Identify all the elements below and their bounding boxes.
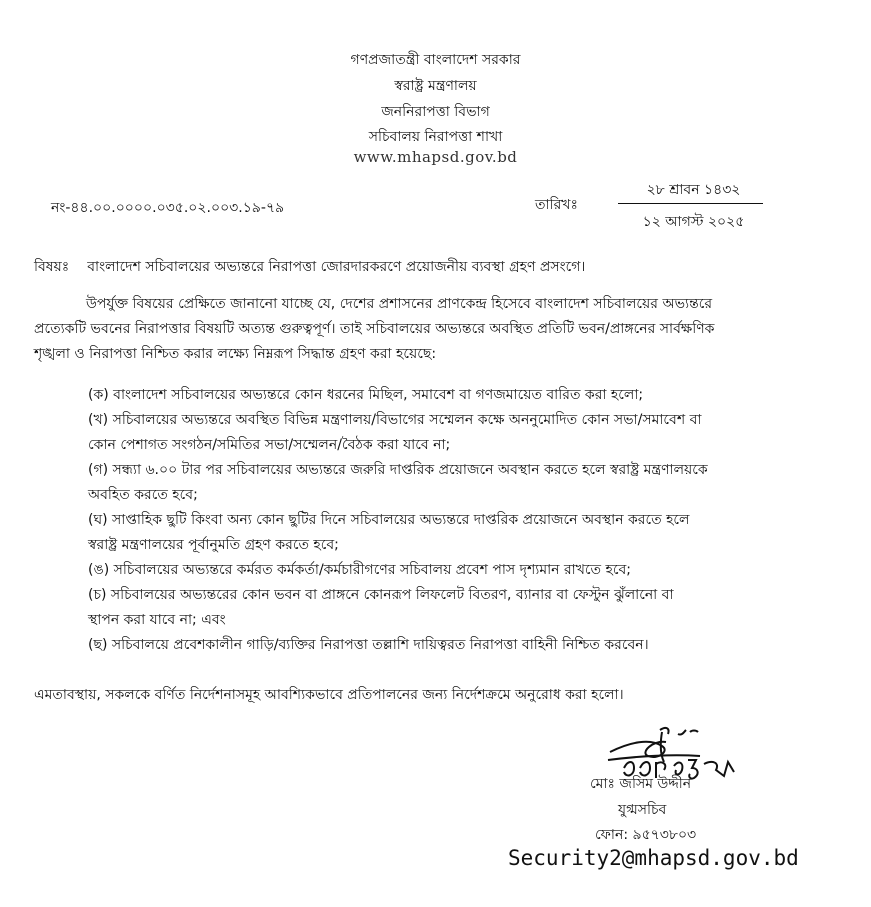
intro-line: উপর্যুক্ত বিষয়ের প্রেক্ষিতে জানানো যাচ্ছে যে, দেশের প্রশাসনের প্রাণকেন্দ্র হিসেবে বাংলাদেশ সচিবালয়ের অভ্যন্তরে xyxy=(86,296,713,312)
directive-line: (চ) সচিবালয়ের অভ্যন্তরের কোন ভবন বা প্রাঙ্গনে কোনরূপ লিফলেট বিতরণ, ব্যানার বা ফেস্টুন ঝুঁলানো বা xyxy=(88,587,674,603)
signatory-phone: ফোন: ৯৫৭৩৮০৩ xyxy=(595,827,697,843)
memo-number: নং-৪৪.০০.০০০০.০৩৫.০২.০০৩.১৯-৭৯ xyxy=(51,200,285,216)
directive-line: (ঙ) সচিবালয়ের অভ্যন্তরে কর্মরত কর্মকর্তা/কর্মচারীগণের সচিবালয় প্রবেশ পাস দৃশ্যমান রাখতে হবে; xyxy=(88,562,631,578)
subject-line xyxy=(34,255,585,279)
directive-line: (ক) বাংলাদেশ সচিবালয়ের অভ্যন্তরে কোন ধরনের মিছিল, সমাবেশ বা গণজমায়েত বারিত করা হলো; xyxy=(88,387,644,403)
intro-line: শৃঙ্খলা ও নিরাপত্তা নিশ্চিত করার লক্ষ্যে নিম্নরূপ সিদ্ধান্ত গ্রহণ করা হয়েছে: xyxy=(34,346,437,362)
subject-label: বিষয়ঃ xyxy=(34,259,70,275)
directive-item-kha xyxy=(88,408,848,458)
directive-item-uma xyxy=(88,558,848,583)
directive-line: (গ) সন্ধ্যা ৬.০০ টার পর সচিবালয়ের অভ্যন্তরে জরুরি দাপ্তরিক প্রয়োজনে অবস্থান করতে হলে স্বরাষ্ট্র মন্ত্রণালয়কে xyxy=(88,462,708,478)
directive-line: অবহিত করতে হবে; xyxy=(88,487,198,503)
date-gregorian: ১২ আগস্ট ২০২৫ xyxy=(642,214,745,230)
intro-paragraph xyxy=(34,292,844,367)
letterhead-division: জননিরাপত্তা বিভাগ xyxy=(381,104,490,120)
intro-line: প্রত্যেকটি ভবনের নিরাপত্তার বিষয়টি অত্যন্ত গুরুত্বপূর্ণ। তাই সচিবালয়ের অভ্যন্তরে অবস্থিত প্রতিটি ভবন/প্রাঙ্গনের সার্বক্ষণিক xyxy=(34,321,715,337)
directive-item-cha xyxy=(88,633,848,658)
directive-item-gha xyxy=(88,508,848,558)
directive-line: কোন পেশাগত সংগঠন/সমিতির সভা/সম্মেলন/বৈঠক করা যাবে না; xyxy=(88,437,451,453)
directive-item-ga xyxy=(88,458,848,508)
date-label: তারিখঃ xyxy=(535,197,578,213)
closing-paragraph: এমতাবস্থায়, সকলকে বর্ণিত নির্দেশনাসমূহ আবশ্যিকভাবে প্রতিপালনের জন্য নির্দেশক্রমে অনুরোধ করা হলো। xyxy=(34,687,624,703)
subject-text: বাংলাদেশ সচিবালয়ের অভ্যন্তরে নিরাপত্তা জোরদারকরণে প্রয়োজনীয় ব্যবস্থা গ্রহণ প্রসংগে। xyxy=(87,259,586,275)
directive-line: (ছ) সচিবালয়ে প্রবেশকালীন গাড়ি/ব্যক্তির নিরাপত্তা তল্লাশি দায়িত্বরত নিরাপত্তা বাহিনী নিশ্চিত করবেন। xyxy=(88,637,649,653)
letterhead-branch: সচিবালয় নিরাপত্তা শাখা xyxy=(368,129,503,145)
directive-item-ka xyxy=(88,383,848,408)
directive-line: (ঘ) সাপ্তাহিক ছুটি কিংবা অন্য কোন ছুটির দিনে সচিবালয়ের অভ্যন্তরে দাপ্তরিক প্রয়োজনে অবস্থান করতে হলে xyxy=(88,512,690,528)
date-divider xyxy=(618,203,763,204)
letterhead-government: গণপ্রজাতন্ত্রী বাংলাদেশ সরকার xyxy=(350,52,521,68)
directive-line: স্থাপন করা যাবে না; এবং xyxy=(88,612,226,628)
letterhead-website: www.mhapsd.gov.bd xyxy=(353,148,518,166)
signatory-email: Security2@mhapsd.gov.bd xyxy=(508,846,799,870)
signatory-name: মোঃ জসিম উদ্দীন xyxy=(590,776,692,792)
signatory-title: যুগ্মসচিব xyxy=(618,802,667,818)
date-bangla: ২৮ শ্রাবন ১৪৩২ xyxy=(646,182,741,198)
letterhead-ministry: স্বরাষ্ট্র মন্ত্রণালয় xyxy=(394,78,477,94)
directive-line: (খ) সচিবালয়ের অভ্যন্তরে অবস্থিত বিভিন্ন মন্ত্রণালয়/বিভাগের সম্মেলন কক্ষে অননুমোদিত কোন সভা/সমাবেশ বা xyxy=(88,412,702,428)
directive-line: স্বরাষ্ট্র মন্ত্রণালয়ের পূর্বানুমতি গ্রহণ করতে হবে; xyxy=(88,537,339,553)
directive-item-ca xyxy=(88,583,848,633)
